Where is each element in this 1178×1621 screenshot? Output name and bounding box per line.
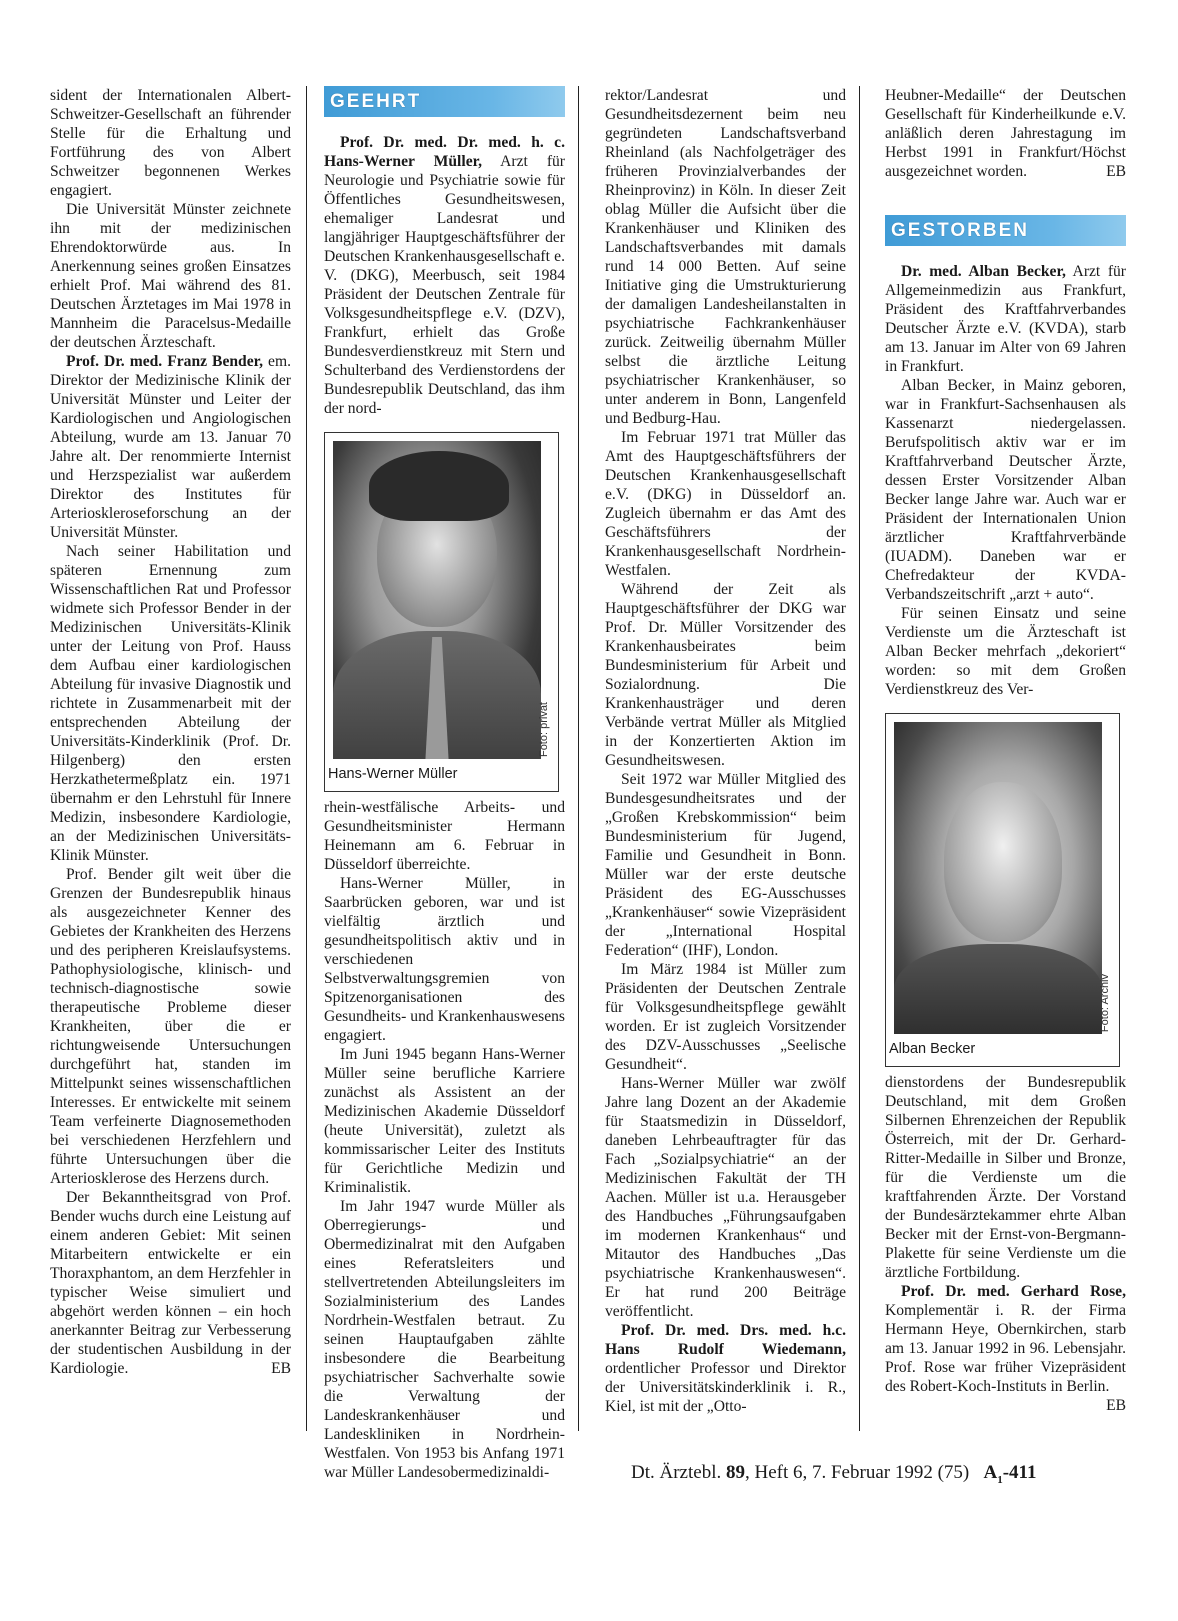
paragraph: Hans-Werner Müller, in Saarbrücken geboren, war und ist vielfältig ärztlich und gesundheitspolitisch aktiv und in verschiedenen Selbstverwaltungsgremien von Spitzenorganisationen des Gesundheits- und Krankenhauswesens engagiert.: [324, 875, 565, 1044]
page-footer: [631, 1462, 1037, 1486]
column-divider: [578, 86, 579, 1431]
issue-info: , Heft 6, 7. Februar 1992 (75): [744, 1462, 970, 1483]
photo-credit: Foto: Archiv: [1099, 973, 1111, 1032]
portrait-photo-box: [324, 432, 559, 792]
portrait-photo-box: [885, 713, 1120, 1067]
paragraph: Alban Becker, in Mainz geboren, war in Frankfurt-Sachsenhausen als Kassenarzt niedergelassen. Berufspolitisch aktiv war er im Kraftfahrverband Deutscher Ärzte, dessen Erster Vorsitzender Alban Becker lange Jahre war. Auch war er Präsident der Internationalen Union ärztlicher Kraftfahrverbände (IUADM). Daneben war er Chefredakteur der KVDA-Verbandszeitschrift „arzt + auto“.: [885, 377, 1126, 603]
author-signature: EB: [1106, 163, 1126, 180]
column-divider: [859, 86, 860, 1431]
photo-credit: Foto: privat: [538, 701, 550, 757]
paragraph: Prof. Dr. med. Drs. med. h.c. Hans Rudolf Wiedemann, ordentlicher Professor und Direktor der Universitätskinderklinik i. R., Kiel, ist mit der „Otto-: [605, 1322, 846, 1415]
paragraph: Heubner-Medaille“ der Deutschen Gesellschaft für Kinderheilkunde e.V. anläßlich deren Jahrestagung im Herbst 1991 in Frankfurt/Höchst ausgezeichnet worden. EB: [885, 87, 1126, 180]
paragraph: Für seinen Einsatz und seine Verdienste um die Ärzteschaft ist Alban Becker mehrfach „dekoriert“ worden: so mit dem Großen Verdienstkreuz des Ver-: [885, 605, 1126, 698]
paragraph: Im Jahr 1947 wurde Müller als Oberregierungs- und Obermedizinalrat mit den Aufgaben eines Referatsleiters und stellvertretenden Abteilungsleiters im Sozialministerium des Landes Nordrhein-Westfalen betraut. Zu seinen Hauptaufgaben zählte insbesondere die Bearbeitung psychiatrischer Sachverhalte sowie die Verwaltung der Landeskrankenhäuser und Landeskliniken in Nordrhein-Westfalen. Von 1953 bis Anfang 1971 war Müller Landesobermedizinaldi-: [324, 1198, 565, 1481]
paragraph: Prof. Dr. med. Dr. med. h. c. Hans-Werner Müller, Arzt für Neurologie und Psychiatrie sowie für Öffentliches Gesundheitswesen, ehemaliger Landesrat und langjähriger Hauptgeschäftsführer der Deutschen Krankenhausgesellschaft e. V. (DKG), Meerbusch, seit 1984 Präsident der Deutschen Zentrale für Volksgesundheitspflege e.V. (DZV), Frankfurt, erhielt das Große Bundesverdienstkreuz mit Stern und Schulterband des Verdienstordens der Bundesrepublik Deutschland, das ihm der nord-: [324, 134, 565, 417]
paragraph: sident der Internationalen Albert-Schweitzer-Gesellschaft an führender Stelle für die Erhaltung und Fortführung des von Albert Schweitzer begonnenen Werkes engagiert.: [50, 87, 291, 199]
paragraph: Nach seiner Habilitation und späteren Ernennung zum Wissenschaftlichen Rat und Professor widmete sich Professor Bender in der Medizinischen Universitäts-Klinik unter der Leitung von Prof. Hauss dem Aufbau einer kardiologischen Abteilung für invasive Diagnostik und richtete in Zusammenarbeit mit der entsprechenden Abteilung der Universitäts-Kinderklinik (Prof. Dr. Hilgenberg) den ersten Herzkathetermeßplatz ein. 1971 übernahm er den Lehrstuhl für Innere Medizin, insbesondere Kardiologie, an der Medizinischen Universitäts-Klinik Münster.: [50, 543, 291, 864]
column-2: [324, 86, 565, 1482]
portrait-photo: [894, 722, 1102, 1034]
paragraph: Im März 1984 ist Müller zum Präsidenten der Deutschen Zentrale für Volksgesundheitspflege gewählt worden. Er ist zugleich Vorsitzender des DZV-Ausschusses „Seelische Gesundheit“.: [605, 961, 846, 1073]
column-divider: [306, 86, 307, 1431]
paragraph: Prof. Dr. med. Gerhard Rose, Komplementär i. R. der Firma Hermann Heye, Obernkirchen, starb am 13. Januar 1992 in 96. Lebensjahr. Prof. Rose war früher Vizepräsident des Robert-Koch-Instituts in Berlin. EB: [885, 1283, 1126, 1414]
paragraph: Der Bekanntheitsgrad von Prof. Bender wuchs durch eine Leistung auf einem anderen Gebiet: Mit seinen Mitarbeitern entwickelte er ein Thoraxphantom, an dem Herzfehler in typischer Weise simuliert und abgehört werden können – ein hoch anerkannter Beitrag zur Verbesserung der studentischen Ausbildung in der Kardiologie. EB: [50, 1189, 291, 1377]
volume-number: 89: [725, 1462, 745, 1483]
paragraph: Während der Zeit als Hauptgeschäftsführer der DKG war Prof. Dr. Müller Vorsitzender des Krankenhausbeirates beim Bundesministerium für Arbeit und Sozialordnung. Die Krankenhausträger und deren Verbände vertrat Müller als Mitglied in der Konzertierten Aktion im Gesundheitswesen.: [605, 581, 846, 769]
paragraph: Im Juni 1945 begann Hans-Werner Müller seine berufliche Karriere zunächst als Assistent an der Medizinischen Akademie Düsseldorf (heute Universität), zuletzt als kommissarischer Leiter des Instituts für Gerichtliche Medizin und Kriminalistik.: [324, 1046, 565, 1196]
person-name: Prof. Dr. med. Dr. med. h. c. Hans-Werner Müller,: [324, 134, 565, 170]
author-signature: EB: [271, 1360, 291, 1377]
portrait-photo: [333, 441, 541, 759]
journal-name: Dt. Ärztebl.: [631, 1462, 722, 1483]
photo-caption: Hans-Werner Müller: [328, 766, 458, 782]
column-3: [605, 86, 846, 1416]
column-4: [885, 86, 1126, 1415]
author-signature: EB: [1106, 1397, 1126, 1414]
person-name: Prof. Dr. med. Drs. med. h.c. Hans Rudolf Wiedemann,: [605, 1322, 846, 1358]
person-name: Prof. Dr. med. Gerhard Rose,: [901, 1283, 1126, 1300]
paragraph: Seit 1972 war Müller Mitglied des Bundesgesundheitsrates und der „Großen Krebskommission“ beim Bundesministerium für Jugend, Familie und Gesundheit in Bonn. Müller war der erste deutsche Präsident des EG-Ausschusses „Krankenhäuser“ sowie Vizepräsident der „International Hospital Federation“ (IHF), London.: [605, 771, 846, 959]
person-name: Dr. med. Alban Becker,: [901, 263, 1066, 280]
paragraph: Prof. Dr. med. Franz Bender, em. Direktor der Medizinische Klinik der Universität Münster und Leiter der Kardiologischen und Angiologischen Abteilung, wurde am 13. Januar 70 Jahre alt. Der renommierte Internist und Herzspezialist war außerdem Direktor des Institutes für Arterioskleroseforschung an der Universität Münster.: [50, 353, 291, 541]
paragraph: Hans-Werner Müller war zwölf Jahre lang Dozent an der Akademie für Staatsmedizin in Düsseldorf, daneben Lehrbeauftragter für das Fach „Sozialpsychiatrie“ an der Medizinischen Fakultät der TH Aachen. Müller ist u.a. Herausgeber des Handbuches „Führungsaufgaben im modernen Krankenhaus“ und Mitautor des Handbuches „Das psychiatrische Krankenhauswesen“. Er hat rund 200 Beiträge veröffentlicht.: [605, 1075, 846, 1320]
paragraph: rektor/Landesrat und Gesundheitsdezernent beim neu gegründeten Landschaftsverband Rheinland (als Nachfolgeträger des früheren Provinzialverbandes der Rheinprovinz) in Köln. In dieser Zeit oblag Müller die Aufsicht über die Krankenhäuser und Kliniken des Landschaftsverbandes mit damals rund 14 000 Betten. Auf seine Initiative ging die Umstrukturierung der damaligen Landesheilanstalten in psychiatrische Fachkrankenhäuser zurück. Zeitweilig übernahm Müller selbst die ärztliche Leitung psychiatrischer Krankenhäuser, so unter anderem in Bonn, Langenfeld und Bedburg-Hau.: [605, 87, 846, 427]
page-number: $A_1-411$: [983, 1462, 1037, 1486]
paragraph: rhein-westfälische Arbeits- und Gesundheitsminister Hermann Heinemann am 6. Februar in Düsseldorf überreichte.: [324, 799, 565, 873]
paragraph: Prof. Bender gilt weit über die Grenzen der Bundesrepublik hinaus als ausgezeichneter Kenner des Gebietes der Krankheiten des Herzens und des peripheren Kreislaufsystems. Pathophysiologische, klinisch- und technisch-diagnostische sowie therapeutische Probleme dieser Krankheiten, über die er richtungweisende Untersuchungen durchgeführt hat, standen im Mittelpunkt seines wissenschaftlichen Interesses. Er entwickelte mit seinem Team verfeinerte Diagnosemethoden bei verschiedenen Herzfehlern und führte Untersuchungen über die Arteriosklerose des Herzens durch.: [50, 866, 291, 1187]
photo-caption: Alban Becker: [889, 1041, 976, 1057]
paragraph: dienstordens der Bundesrepublik Deutschland, mit dem Großen Silbernen Ehrenzeichen der Republik Österreich, mit der Dr. Gerhard-Ritter-Medaille in Silber und Bronze, für die Verdienste um die kraftfahrenden Ärzte. Der Vorstand der Bundesärztekammer ehrte Alban Becker mit der Ernst-von-Bergmann-Plakette für seine Verdienste um die ärztliche Fortbildung.: [885, 1074, 1126, 1281]
column-1: [50, 86, 291, 1378]
section-header-geehrt: GEEHRT: [324, 86, 565, 117]
person-name: Prof. Dr. med. Franz Bender,: [66, 353, 264, 370]
paragraph: Im Februar 1971 trat Müller das Amt des Hauptgeschäftsführers der Deutschen Krankenhausgesellschaft e.V. (DKG) in Düsseldorf an. Zugleich übernahm er das Amt des Geschäftsführers der Krankenhausgesellschaft Nordrhein-Westfalen.: [605, 429, 846, 579]
section-header-gestorben: GESTORBEN: [885, 215, 1126, 246]
paragraph: Dr. med. Alban Becker, Arzt für Allgemeinmedizin aus Frankfurt, Präsident des Kraftfahrverbandes Deutscher Ärzte e.V. (KVDA), starb am 13. Januar im Alter von 69 Jahren in Frankfurt.: [885, 263, 1126, 375]
paragraph: Die Universität Münster zeichnete ihn mit der medizinischen Ehrendoktorwürde aus. In Anerkennung seines großen Einsatzes erhielt Prof. Mai während des 81. Deutschen Ärztetages im Mai 1978 in Mannheim die Paracelsus-Medaille der deutschen Ärzteschaft.: [50, 201, 291, 351]
